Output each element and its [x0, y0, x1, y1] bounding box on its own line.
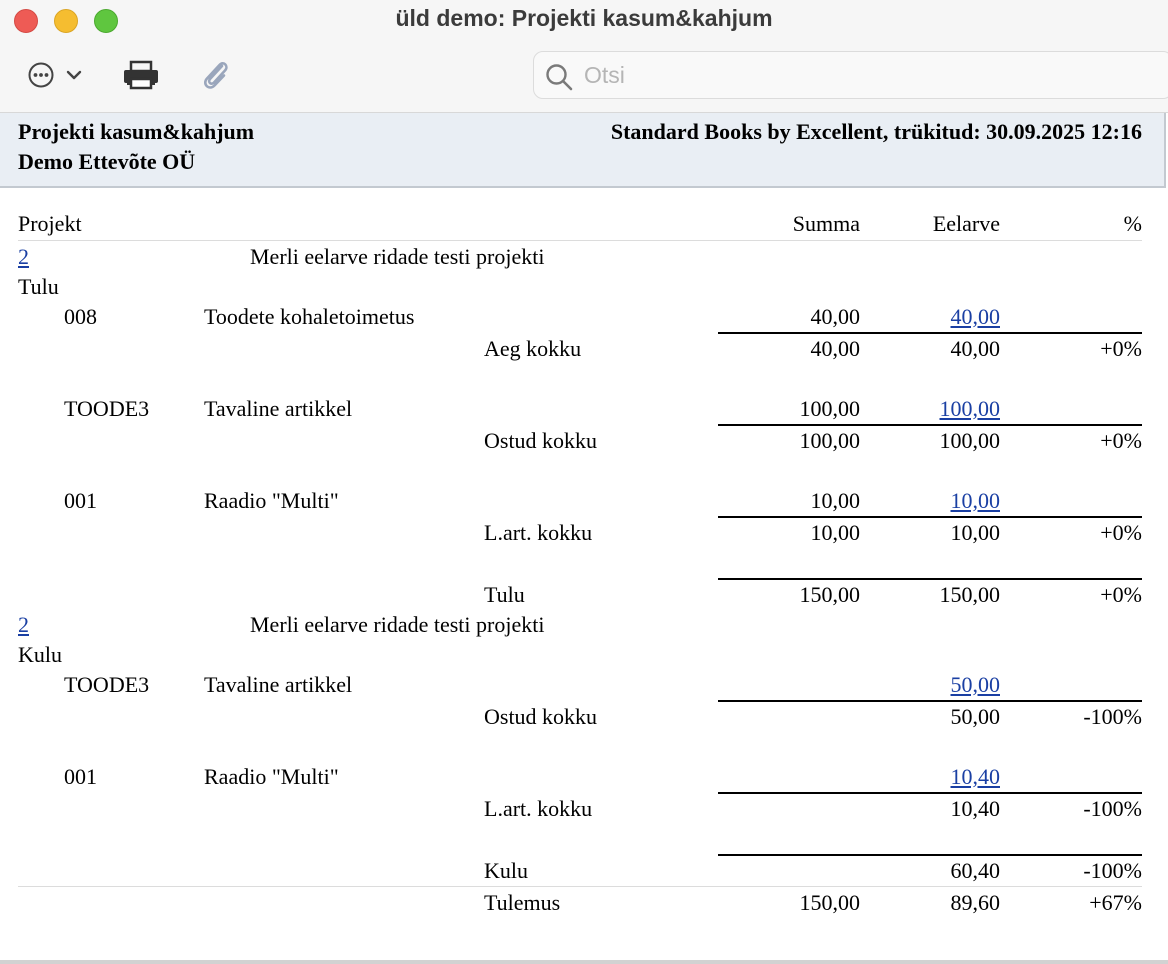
company-name: Demo Ettevõte OÜ [18, 149, 196, 174]
item-name: Raadio "Multi" [204, 764, 339, 789]
column-header-percent: % [1123, 211, 1142, 236]
item-code: 008 [64, 304, 97, 329]
subtotal-percent: -100% [1083, 796, 1142, 821]
subtotal-percent: +0% [1100, 520, 1142, 545]
project-code-link-text[interactable]: 2 [18, 612, 29, 637]
item-budget-cell [860, 488, 1000, 514]
result-percent: +67% [1089, 890, 1142, 915]
result-budget: 89,60 [950, 890, 1000, 915]
item-sum: 10,00 [810, 488, 860, 513]
item-budget-cell [860, 764, 1000, 790]
project-code-link[interactable] [18, 244, 29, 270]
paperclip-icon [196, 58, 236, 92]
section-total-rule [718, 578, 1142, 580]
item-name: Raadio "Multi" [204, 488, 339, 513]
subtotal-rule [718, 700, 1142, 702]
item-name: Tavaline artikkel [204, 396, 353, 421]
printed-info: Standard Books by Excellent, trükitud: 30.09.2025 12:16 [610, 119, 1142, 144]
item-budget-link[interactable]: 50,00 [950, 672, 1000, 697]
subtotal-label: Aeg kokku [484, 336, 582, 361]
project-name: Merli eelarve ridade testi projekti [250, 612, 545, 637]
result-divider [18, 886, 1142, 887]
item-code: 001 [64, 764, 97, 789]
attach-button[interactable] [196, 58, 236, 92]
more-options-button[interactable] [22, 58, 88, 92]
section-total-label: Tulu [484, 582, 525, 607]
item-budget-cell [860, 304, 1000, 330]
search-input[interactable] [584, 58, 1144, 92]
item-budget-cell [860, 672, 1000, 698]
item-budget-link[interactable]: 10,00 [950, 488, 1000, 513]
subtotal-percent: +0% [1100, 428, 1142, 453]
result-sum: 150,00 [799, 890, 860, 915]
item-sum: 100,00 [799, 396, 860, 421]
item-budget-link[interactable]: 10,40 [950, 764, 1000, 789]
subtotal-sum: 40,00 [810, 336, 860, 361]
project-name: Merli eelarve ridade testi projekti [250, 244, 545, 269]
item-code: 001 [64, 488, 97, 513]
window-bottom-edge [0, 960, 1168, 964]
section-total-budget: 60,40 [950, 858, 1000, 883]
header-divider [18, 240, 1142, 241]
subtotal-rule [718, 332, 1142, 334]
section-total-rule [718, 854, 1142, 856]
column-header-budget: Eelarve [932, 211, 1000, 236]
more-options-icon [22, 58, 88, 92]
subtotal-budget: 40,00 [950, 336, 1000, 361]
subtotal-label: L.art. kokku [484, 520, 593, 545]
section-total-sum: 150,00 [799, 582, 860, 607]
result-label: Tulemus [484, 890, 561, 915]
item-code: TOODE3 [64, 672, 150, 697]
item-name: Toodete kohaletoimetus [204, 304, 415, 329]
printer-icon [120, 58, 162, 92]
project-code-link[interactable] [18, 612, 29, 638]
chevron-down-icon [68, 72, 80, 78]
item-name: Tavaline artikkel [204, 672, 353, 697]
report-title: Projekti kasum&kahjum [18, 119, 255, 144]
item-budget-cell [860, 396, 1000, 422]
item-code: TOODE3 [64, 396, 150, 421]
subtotal-rule [718, 516, 1142, 518]
subtotal-rule [718, 792, 1142, 794]
search-field[interactable] [533, 51, 1168, 99]
title-bar [0, 0, 1168, 113]
project-code-link-text[interactable]: 2 [18, 244, 29, 269]
search-icon [544, 62, 574, 92]
subtotal-percent: +0% [1100, 336, 1142, 361]
subtotal-rule [718, 424, 1142, 426]
column-header-project: Projekt [18, 211, 82, 236]
print-button[interactable] [120, 58, 162, 92]
window-title: üld demo: Projekti kasum&kahjum [395, 5, 773, 31]
subtotal-sum: 10,00 [810, 520, 860, 545]
subtotal-label: L.art. kokku [484, 796, 593, 821]
section-total-budget: 150,00 [939, 582, 1000, 607]
section-total-percent: -100% [1083, 858, 1142, 883]
subtotal-budget: 100,00 [939, 428, 1000, 453]
item-budget-link[interactable]: 40,00 [950, 304, 1000, 329]
subtotal-label: Ostud kokku [484, 704, 598, 729]
column-header-sum: Summa [792, 211, 860, 236]
subtotal-label: Ostud kokku [484, 428, 598, 453]
section-type: Kulu [18, 642, 62, 667]
report-header [0, 113, 1166, 188]
section-total-percent: +0% [1100, 582, 1142, 607]
item-budget-link[interactable]: 100,00 [939, 396, 1000, 421]
item-sum: 40,00 [810, 304, 860, 329]
subtotal-budget: 10,40 [950, 796, 1000, 821]
subtotal-budget: 10,00 [950, 520, 1000, 545]
section-type: Tulu [18, 274, 59, 299]
subtotal-sum: 100,00 [799, 428, 860, 453]
subtotal-percent: -100% [1083, 704, 1142, 729]
section-total-label: Kulu [484, 858, 528, 883]
subtotal-budget: 50,00 [950, 704, 1000, 729]
